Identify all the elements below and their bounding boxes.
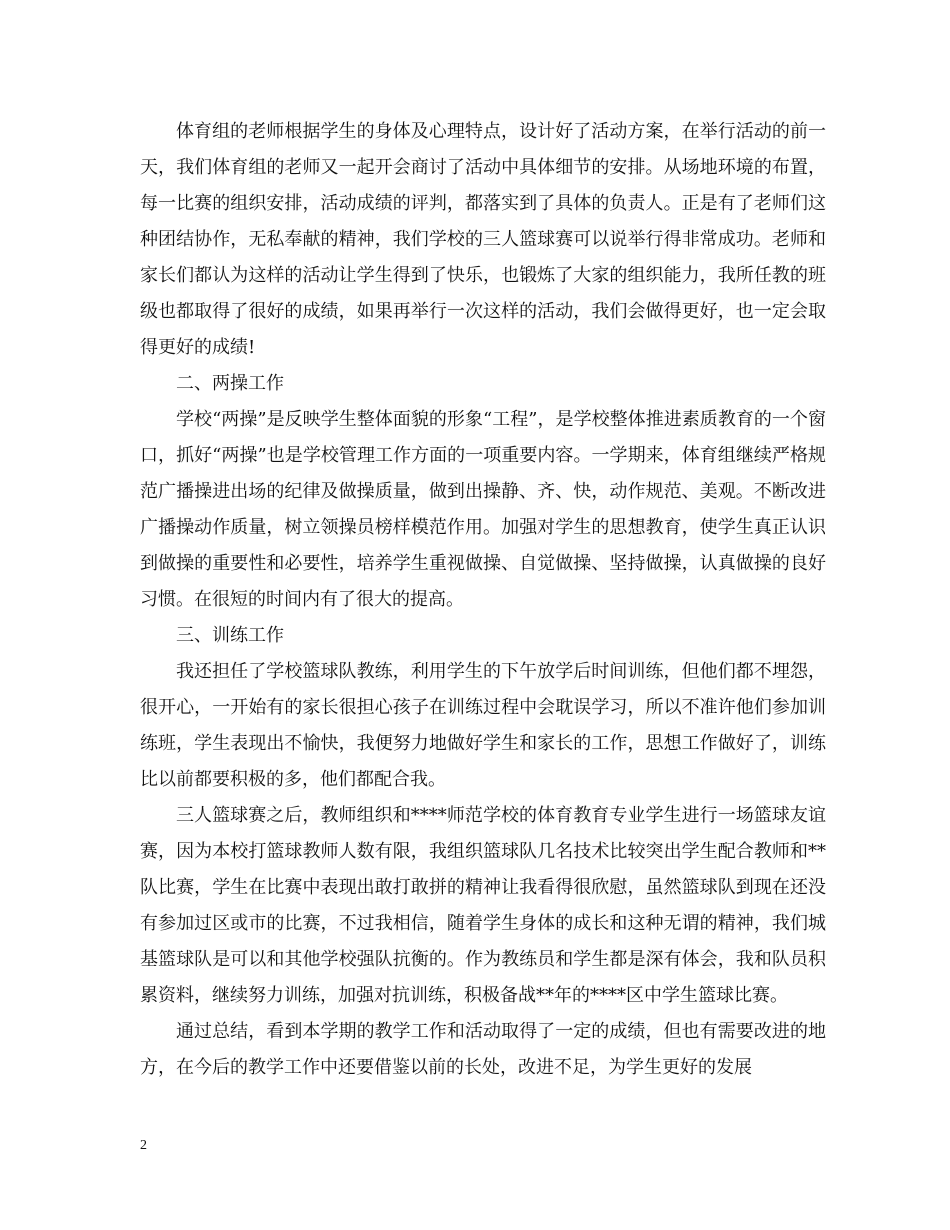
body-text (140, 114, 826, 1086)
paragraph-sports-activity: 体育组的老师根据学生的身体及心理特点，设计好了活动方案，在举行活动的前一天，我们体育组的老师又一起开会商讨了活动中具体细节的安排。从场地环境的布置，每一比赛的组织安排，活动成绩的评判，都落实到了具体的负责人。正是有了老师们这种团结协作，无私奉献的精神，我们学校的三人篮球赛可以说举行得非常成功。老师和家长们都认为这样的活动让学生得到了快乐，也锻炼了大家的组织能力，我所任教的班级也都取得了很好的成绩，如果再举行一次这样的活动，我们会做得更好，也一定会取得更好的成绩! (140, 121, 826, 358)
page-number: 2 (140, 1138, 147, 1153)
section-heading-training: 三、训练工作 (176, 625, 284, 646)
paragraph-summary: 通过总结，看到本学期的教学工作和活动取得了一定的成绩，但也有需要改进的地方，在今后的教学工作中还要借鉴以前的长处，改进不足，为学生更好的发展 (140, 1021, 826, 1078)
paragraph-basketball-coach: 我还担任了学校篮球队教练，利用学生的下午放学后时间训练，但他们都不埋怨，很开心，一开始有的家长很担心孩子在训练过程中会耽误学习，所以不准许他们参加训练班，学生表现出不愉快，我便努力地做好学生和家长的工作，思想工作做好了，训练比以前都要积极的多，他们都配合我。 (140, 661, 826, 790)
paragraph-two-exercises: 学校“两操”是反映学生整体面貌的形象“工程”，是学校整体推进素质教育的一个窗口，抓好“两操”也是学校管理工作方面的一项重要内容。一学期来，体育组继续严格规范广播操进出场的纪律及做操质量，做到出操静、齐、快，动作规范、美观。不断改进广播操动作质量，树立领操员榜样模范作用。加强对学生的思想教育，使学生真正认识到做操的重要性和必要性，培养学生重视做操、自觉做操、坚持做操，认真做操的良好习惯。在很短的时间内有了很大的提高。 (140, 409, 826, 610)
paragraph-friendly-match: 三人篮球赛之后，教师组织和****师范学校的体育教育专业学生进行一场篮球友谊赛，因为本校打篮球教师人数有限，我组织篮球队几名技术比较突出学生配合教师和**队比赛，学生在比赛中表现出敢打敢拼的精神让我看得很欣慰，虽然篮球队到现在还没有参加过区或市的比赛，不过我相信，随着学生身体的成长和这种无谓的精神，我们城基篮球队是可以和其他学校强队抗衡的。作为教练员和学生都是深有体会，我和队员积累资料，继续努力训练，加强对抗训练，积极备战**年的****区中学生篮球比赛。 (140, 805, 826, 1006)
section-heading-two-exercises: 二、两操工作 (176, 373, 284, 394)
